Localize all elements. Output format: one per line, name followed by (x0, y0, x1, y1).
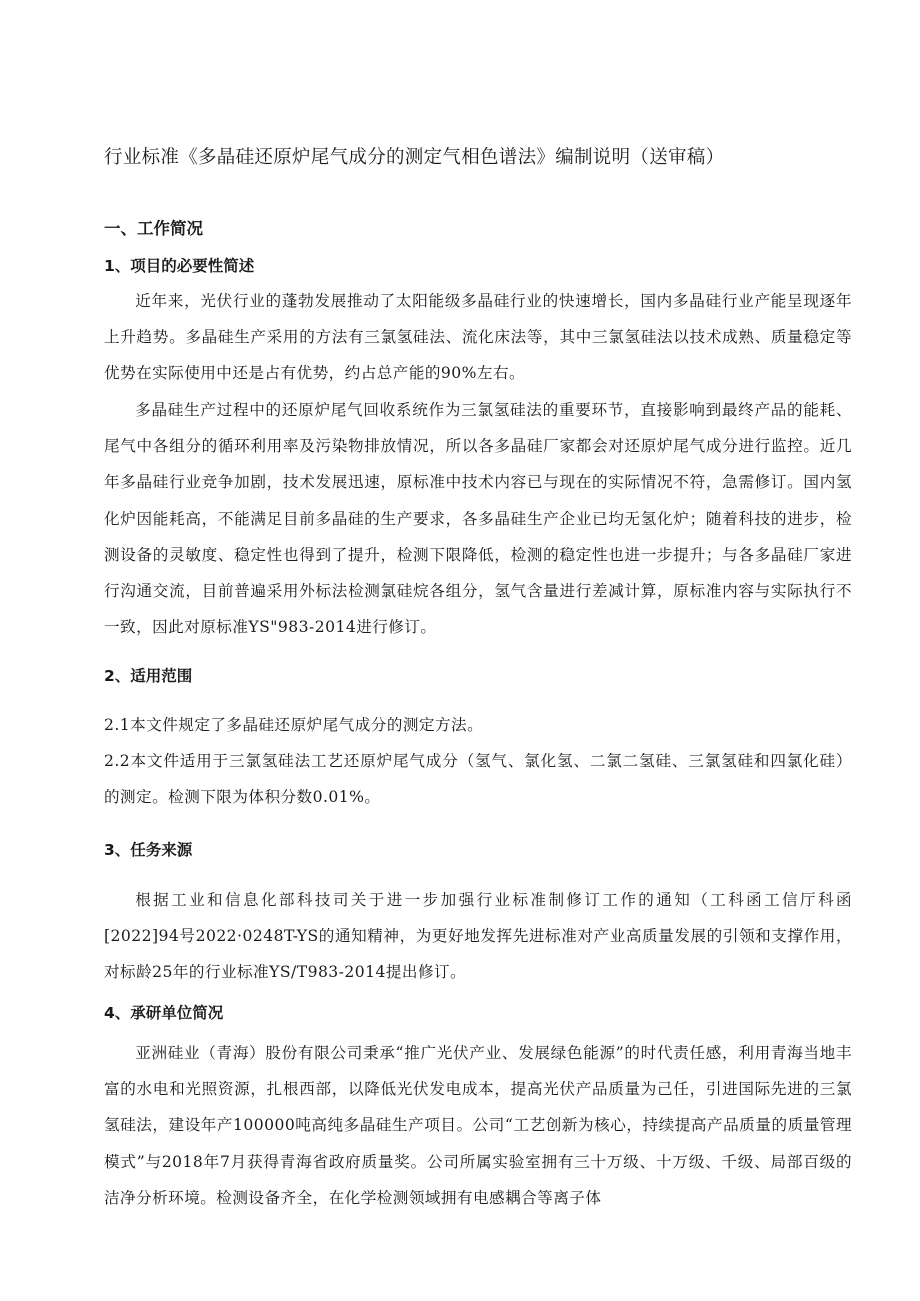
paragraph-scope-2-1: 2.1本文件规定了多晶硅还原炉尾气成分的测定方法。 (104, 716, 484, 734)
document-title: 行业标准《多晶硅还原炉尾气成分的测定气相色谱法》编制说明（送审稿） (104, 147, 725, 168)
section-heading-work-overview: 一、工作简况 (104, 219, 203, 238)
paragraph-necessity-2: 多晶硅生产过程中的还原炉尾气回收系统作为三氯氢硅法的重要环节，直接影响到最终产品的能耗、尾气中各组分的循环利用率及污染物排放情况，所以各多晶硅厂家都会对还原炉尾气成分进行监控。近几年多晶硅行业竞争加剧，技术发展迅速，原标准中技术内容已与现在的实际情况不符，急需修订。国内氢化炉因能耗高，不能满足目前多晶硅的生产要求，各多晶硅生产企业已均无氢化炉；随着科技的进步，检测设备的灵敏度、稳定性也得到了提升，检测下限降低，检测的稳定性也进一步提升；与各多晶硅厂家进行沟通交流，目前普遍采用外标法检测氯硅烷各组分，氢气含量进行差减计算，原标准内容与实际执行不一致，因此对原标准YS"983-2014进行修订。 (104, 401, 852, 637)
paragraph-task-source: 根据工业和信息化部科技司关于进一步加强行业标准制修订工作的通知（工科函工信厅科函[2022]94号2022·0248T-YS的通知精神，为更好地发挥先进标准对产业高质量发展的引领和支撑作用，对标龄25年的行业标准YS/T983-2014提出修订。 (104, 891, 852, 982)
paragraph-scope-2-2: 2.2本文件适用于三氯氢硅法工艺还原炉尾气成分（氢气、氯化氢、二氯二氢硅、三氯氢硅和四氯化硅）的测定。检测下限为体积分数0.01%。 (104, 752, 852, 807)
subsection-heading-research-unit: 4、承研单位简况 (104, 1004, 224, 1022)
paragraph-research-unit: 亚洲硅业（青海）股份有限公司秉承“推广光伏产业、发展绿色能源”的时代责任感，利用青海当地丰富的水电和光照资源，扎根西部，以降低光伏发电成本，提高光伏产品质量为己任，引进国际先进的三氯氢硅法，建设年产100000吨高纯多晶硅生产项目。公司“工艺创新为核心，持续提高产品质量的质量管理模式”与2018年7月获得青海省政府质量奖。公司所属实验室拥有三十万级、十万级、千级、局部百级的洁净分析环境。检测设备齐全，在化学检测领域拥有电感耦合等离子体 (104, 1044, 852, 1207)
subsection-heading-task-source: 3、任务来源 (104, 841, 193, 859)
subsection-heading-necessity: 1、项目的必要性简述 (104, 257, 255, 275)
subsection-heading-scope: 2、适用范围 (104, 667, 193, 685)
paragraph-necessity-1: 近年来，光伏行业的蓬勃发展推动了太阳能级多晶硅行业的快速增长，国内多晶硅行业产能呈现逐年上升趋势。多晶硅生产采用的方法有三氯氢硅法、流化床法等，其中三氯氢硅法以技术成熟、质量稳定等优势在实际使用中还是占有优势，约占总产能的90%左右。 (104, 292, 852, 383)
